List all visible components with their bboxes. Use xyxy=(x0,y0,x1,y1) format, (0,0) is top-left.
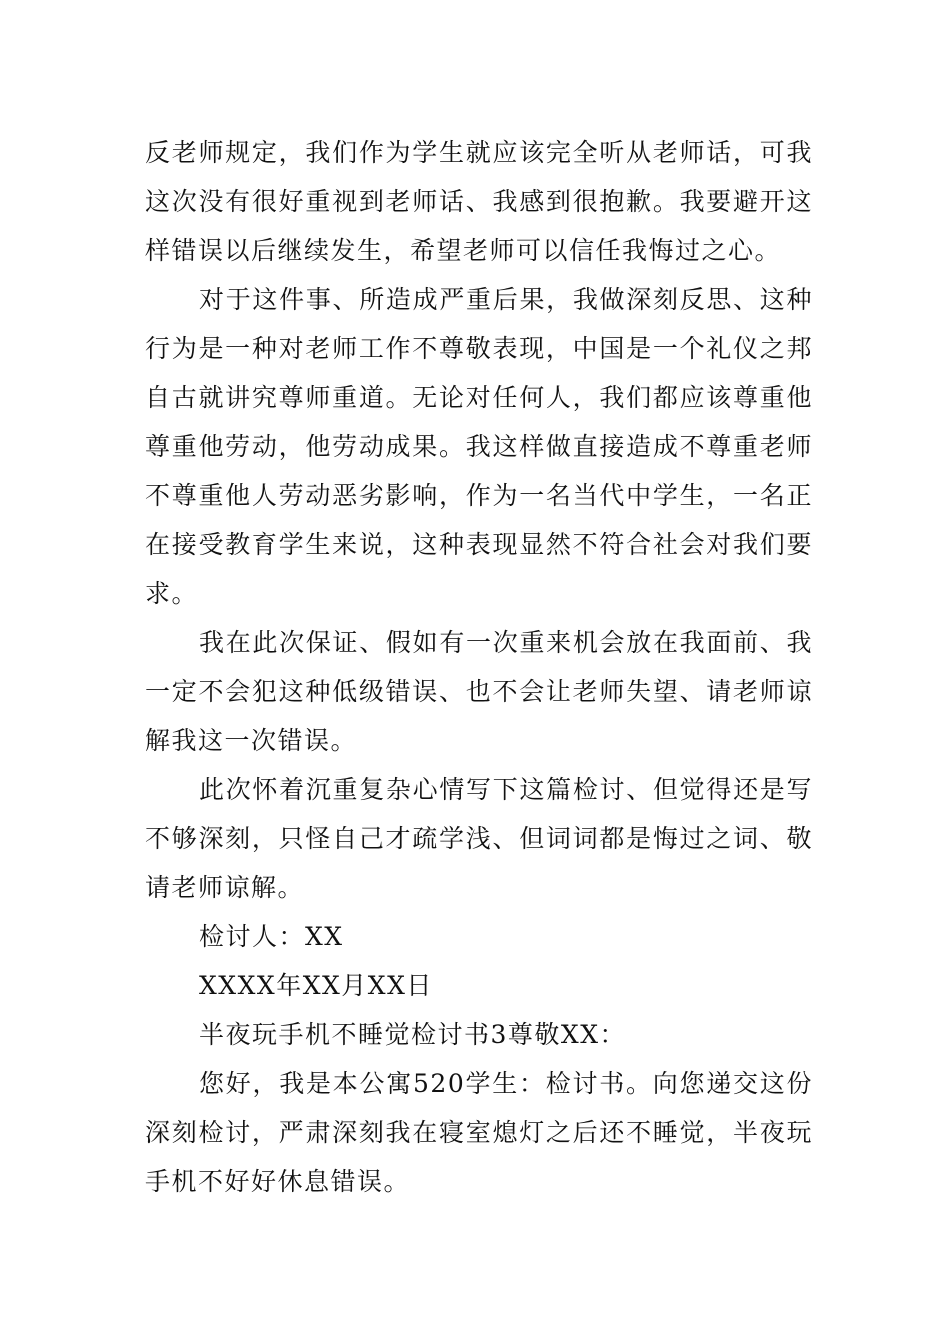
paragraph-3: 我在此次保证、假如有一次重来机会放在我面前、我一定不会犯这种低级错误、也不会让老师失望、请老师谅解我这一次错误。 xyxy=(145,628,813,755)
paragraph-2: 对于这件事、所造成严重后果，我做深刻反思、这种行为是一种对老师工作不尊敬表现，中国是一个礼仪之邦自古就讲究尊师重道。无论对任何人，我们都应该尊重他尊重他劳动，他劳动成果。我这样做直接造成不尊重老师不尊重他人劳动恶劣影响，作为一名当代中学生，一名正在接受教育学生来说，这种表现显然不符合社会对我们要求。 xyxy=(145,285,813,608)
date-line: XXXX年XX月XX日 xyxy=(199,971,433,1000)
paragraph-1: 反老师规定，我们作为学生就应该完全听从老师话，可我这次没有很好重视到老师话、我感到很抱歉。我要避开这样错误以后继续发生，希望老师可以信任我悔过之心。 xyxy=(145,138,813,265)
section-heading: 半夜玩手机不睡觉检讨书3尊敬XX： xyxy=(199,1020,627,1049)
signature-line: 检讨人：XX xyxy=(199,922,344,951)
document-body xyxy=(145,128,813,1206)
paragraph-5: 您好，我是本公寓520学生：检讨书。向您递交这份深刻检讨，严肃深刻我在寝室熄灯之后还不睡觉，半夜玩手机不好好休息错误。 xyxy=(145,1069,813,1196)
paragraph-4: 此次怀着沉重复杂心情写下这篇检讨、但觉得还是写不够深刻，只怪自己才疏学浅、但词词都是悔过之词、敬请老师谅解。 xyxy=(145,775,813,902)
